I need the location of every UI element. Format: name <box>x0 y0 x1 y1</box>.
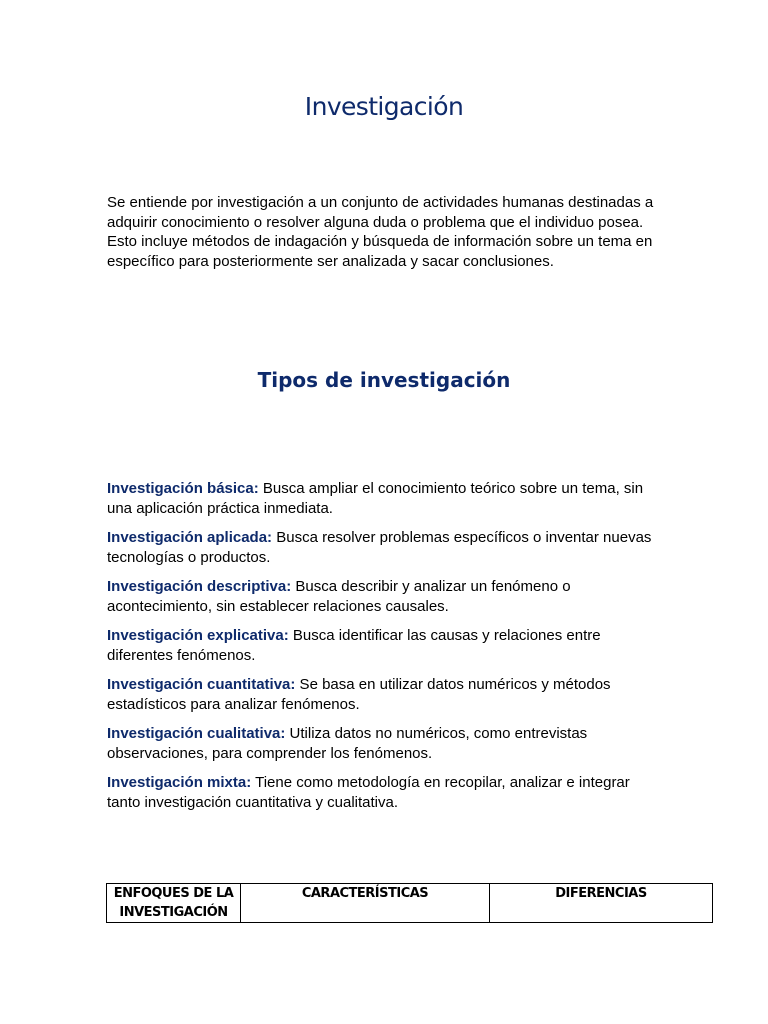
research-types-list <box>107 479 667 822</box>
table-header-row <box>107 884 713 923</box>
type-description: Busca resolver problemas específicos o inventar nuevas tecnologías o productos. <box>107 529 652 566</box>
list-item <box>107 479 667 518</box>
list-item <box>107 528 667 567</box>
type-description: Busca describir y analizar un fenómeno o acontecimiento, sin establecer relaciones causales. <box>107 578 571 615</box>
list-item <box>107 773 667 812</box>
type-term: Investigación aplicada: <box>107 529 273 546</box>
type-term: Investigación cuantitativa: <box>107 676 296 693</box>
approaches-table <box>106 883 713 923</box>
intro-paragraph: Se entiende por investigación a un conjunto de actividades humanas destinadas a adquirir conocimiento o resolver alguna duda o problema que el individuo posea. Esto incluye métodos de indagación y búsqueda de información sobre un tema en específico para posteriormente ser analizada y sacar conclusiones. <box>107 194 654 270</box>
list-item <box>107 724 667 763</box>
type-term: Investigación mixta: <box>107 774 252 791</box>
header-approaches: ENFOQUES DE LA INVESTIGACIÓN <box>107 884 241 923</box>
list-item <box>107 675 667 714</box>
type-description: Utiliza datos no numéricos, como entrevistas observaciones, para comprender los fenómenos. <box>107 725 588 762</box>
section-title: Tipos de investigación <box>257 368 511 392</box>
type-description: Busca ampliar el conocimiento teórico sobre un tema, sin una aplicación práctica inmediata. <box>107 480 644 517</box>
type-description: Busca identificar las causas y relaciones entre diferentes fenómenos. <box>107 627 601 664</box>
type-description: Tiene como metodología en recopilar, analizar e integrar tanto investigación cuantitativa y cualitativa. <box>107 774 630 811</box>
list-item <box>107 577 667 616</box>
type-term: Investigación cualitativa: <box>107 725 286 742</box>
type-term: Investigación descriptiva: <box>107 578 292 595</box>
header-differences: DIFERENCIAS <box>490 884 713 923</box>
type-term: Investigación explicativa: <box>107 627 289 644</box>
header-characteristics: CARACTERÍSTICAS <box>241 884 490 923</box>
type-description: Se basa en utilizar datos numéricos y métodos estadísticos para analizar fenómenos. <box>107 676 611 713</box>
type-term: Investigación básica: <box>107 480 259 497</box>
list-item <box>107 626 667 665</box>
page-title: Investigación <box>304 92 464 121</box>
